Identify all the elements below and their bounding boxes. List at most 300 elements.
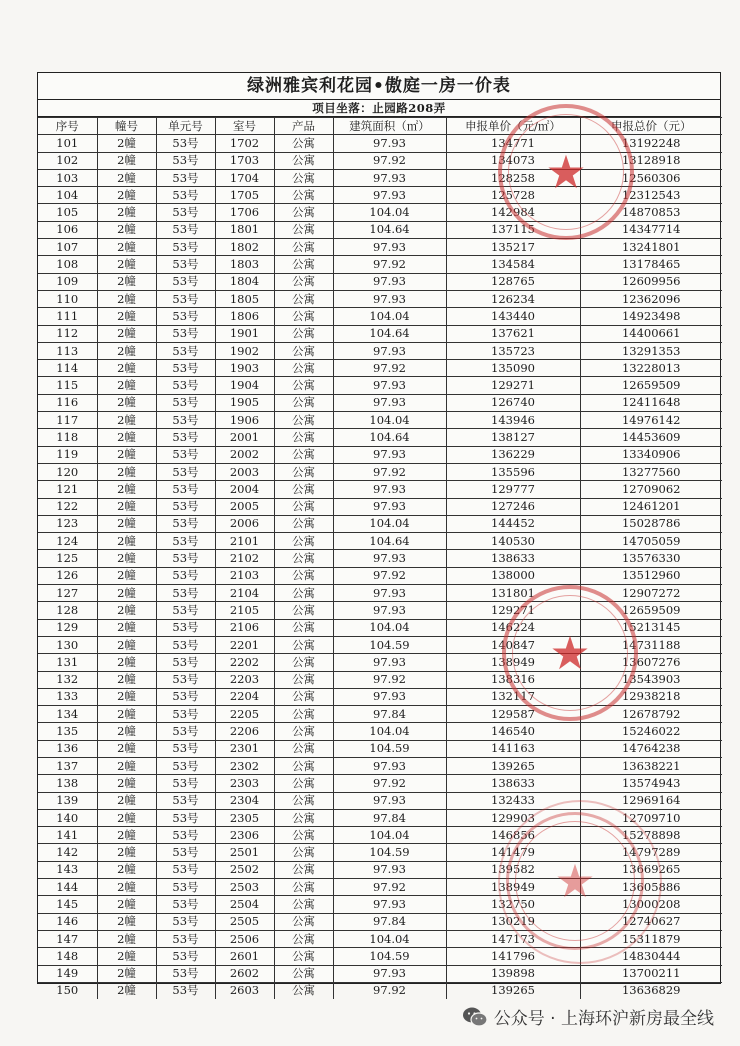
- cell-room: 1904: [215, 377, 274, 394]
- cell-total-price: 12461201: [580, 498, 722, 515]
- cell-unit-price: 131801: [446, 585, 580, 602]
- cell-index: 109: [38, 273, 97, 290]
- cell-unit-price: 138633: [446, 550, 580, 567]
- price-table: [38, 117, 722, 999]
- cell-product: 公寓: [274, 135, 333, 152]
- cell-building: 2幢: [97, 204, 156, 221]
- star-icon: ★: [554, 854, 596, 908]
- cell-product: 公寓: [274, 671, 333, 688]
- cell-product: 公寓: [274, 290, 333, 307]
- cell-unit-price: 140847: [446, 636, 580, 653]
- cell-building: 2幢: [97, 740, 156, 757]
- cell-unit-price: 146856: [446, 827, 580, 844]
- cell-product: 公寓: [274, 844, 333, 861]
- cell-index: 145: [38, 896, 97, 913]
- cell-index: 116: [38, 394, 97, 411]
- cell-building: 2幢: [97, 688, 156, 705]
- cell-room: 2201: [215, 636, 274, 653]
- cell-unit: 53号: [156, 273, 215, 290]
- cell-unit: 53号: [156, 533, 215, 550]
- cell-total-price: 13636829: [580, 982, 722, 999]
- cell-room: 2205: [215, 706, 274, 723]
- table-row: [38, 792, 722, 809]
- cell-unit: 53号: [156, 723, 215, 740]
- cell-area: 97.84: [333, 913, 446, 930]
- cell-area: 97.93: [333, 135, 446, 152]
- cell-product: 公寓: [274, 636, 333, 653]
- cell-unit: 53号: [156, 325, 215, 342]
- cell-area: 104.59: [333, 740, 446, 757]
- cell-area: 97.93: [333, 896, 446, 913]
- cell-total-price: 13192248: [580, 135, 722, 152]
- table-row: [38, 948, 722, 965]
- cell-total-price: 12659509: [580, 602, 722, 619]
- cell-total-price: 12969164: [580, 792, 722, 809]
- cell-product: 公寓: [274, 498, 333, 515]
- cell-building: 2幢: [97, 256, 156, 273]
- cell-room: 1802: [215, 239, 274, 256]
- cell-product: 公寓: [274, 913, 333, 930]
- table-row: [38, 533, 722, 550]
- cell-area: 104.04: [333, 723, 446, 740]
- table-row: [38, 844, 722, 861]
- table-row: [38, 342, 722, 359]
- cell-index: 138: [38, 775, 97, 792]
- table-row: [38, 913, 722, 930]
- cell-index: 146: [38, 913, 97, 930]
- cell-index: 112: [38, 325, 97, 342]
- cell-index: 123: [38, 515, 97, 532]
- cell-product: 公寓: [274, 706, 333, 723]
- cell-area: 97.93: [333, 965, 446, 982]
- cell-unit: 53号: [156, 948, 215, 965]
- cell-total-price: 14797289: [580, 844, 722, 861]
- column-header: 幢号: [97, 118, 156, 135]
- cell-building: 2幢: [97, 948, 156, 965]
- cell-unit-price: 143946: [446, 412, 580, 429]
- cell-unit: 53号: [156, 463, 215, 480]
- cell-building: 2幢: [97, 775, 156, 792]
- cell-total-price: 12609956: [580, 273, 722, 290]
- table-header-row: [38, 118, 722, 135]
- cell-area: 97.93: [333, 394, 446, 411]
- cell-unit-price: 129271: [446, 377, 580, 394]
- cell-total-price: 13128918: [580, 152, 722, 169]
- cell-product: 公寓: [274, 861, 333, 878]
- cell-area: 97.93: [333, 757, 446, 774]
- table-row: [38, 325, 722, 342]
- cell-total-price: 13178465: [580, 256, 722, 273]
- cell-area: 97.93: [333, 169, 446, 186]
- table-row: [38, 757, 722, 774]
- cell-product: 公寓: [274, 602, 333, 619]
- cell-index: 127: [38, 585, 97, 602]
- cell-unit-price: 129587: [446, 706, 580, 723]
- cell-index: 104: [38, 187, 97, 204]
- cell-building: 2幢: [97, 135, 156, 152]
- cell-unit-price: 138127: [446, 429, 580, 446]
- cell-unit-price: 141796: [446, 948, 580, 965]
- cell-unit: 53号: [156, 706, 215, 723]
- cell-area: 97.92: [333, 879, 446, 896]
- table-row: [38, 861, 722, 878]
- cell-unit: 53号: [156, 169, 215, 186]
- cell-unit-price: 132433: [446, 792, 580, 809]
- cell-index: 130: [38, 636, 97, 653]
- cell-total-price: 12907272: [580, 585, 722, 602]
- cell-unit-price: 138633: [446, 775, 580, 792]
- cell-building: 2幢: [97, 481, 156, 498]
- cell-area: 104.04: [333, 204, 446, 221]
- wechat-icon: [462, 1006, 488, 1028]
- cell-room: 2001: [215, 429, 274, 446]
- cell-room: 2602: [215, 965, 274, 982]
- cell-building: 2幢: [97, 982, 156, 999]
- cell-product: 公寓: [274, 360, 333, 377]
- table-row: [38, 169, 722, 186]
- cell-index: 143: [38, 861, 97, 878]
- cell-area: 104.04: [333, 930, 446, 947]
- cell-unit: 53号: [156, 775, 215, 792]
- cell-index: 121: [38, 481, 97, 498]
- cell-total-price: 13241801: [580, 239, 722, 256]
- cell-index: 139: [38, 792, 97, 809]
- cell-product: 公寓: [274, 515, 333, 532]
- cell-product: 公寓: [274, 982, 333, 999]
- cell-product: 公寓: [274, 809, 333, 826]
- cell-unit-price: 142984: [446, 204, 580, 221]
- cell-index: 106: [38, 221, 97, 238]
- cell-unit-price: 134073: [446, 152, 580, 169]
- table-row: [38, 723, 722, 740]
- cell-product: 公寓: [274, 412, 333, 429]
- cell-area: 104.59: [333, 636, 446, 653]
- cell-room: 2502: [215, 861, 274, 878]
- cell-unit: 53号: [156, 896, 215, 913]
- table-row: [38, 412, 722, 429]
- cell-building: 2幢: [97, 930, 156, 947]
- table-row: [38, 879, 722, 896]
- cell-total-price: 15028786: [580, 515, 722, 532]
- column-header: 序号: [38, 118, 97, 135]
- cell-area: 104.04: [333, 619, 446, 636]
- cell-room: 1801: [215, 221, 274, 238]
- table-row: [38, 290, 722, 307]
- cell-area: 104.64: [333, 221, 446, 238]
- cell-area: 97.93: [333, 481, 446, 498]
- cell-room: 2506: [215, 930, 274, 947]
- table-row: [38, 965, 722, 982]
- cell-building: 2幢: [97, 965, 156, 982]
- cell-unit: 53号: [156, 308, 215, 325]
- cell-product: 公寓: [274, 204, 333, 221]
- table-row: [38, 239, 722, 256]
- cell-unit: 53号: [156, 827, 215, 844]
- cell-room: 2303: [215, 775, 274, 792]
- cell-unit: 53号: [156, 135, 215, 152]
- cell-area: 104.64: [333, 325, 446, 342]
- cell-index: 118: [38, 429, 97, 446]
- cell-product: 公寓: [274, 446, 333, 463]
- cell-building: 2幢: [97, 342, 156, 359]
- cell-unit-price: 139898: [446, 965, 580, 982]
- cell-building: 2幢: [97, 325, 156, 342]
- cell-unit: 53号: [156, 377, 215, 394]
- cell-index: 136: [38, 740, 97, 757]
- cell-total-price: 15311879: [580, 930, 722, 947]
- cell-unit-price: 147173: [446, 930, 580, 947]
- cell-room: 1804: [215, 273, 274, 290]
- cell-area: 104.04: [333, 308, 446, 325]
- cell-product: 公寓: [274, 239, 333, 256]
- cell-total-price: 13512960: [580, 567, 722, 584]
- table-row: [38, 896, 722, 913]
- cell-total-price: 13340906: [580, 446, 722, 463]
- table-row: [38, 429, 722, 446]
- cell-index: 107: [38, 239, 97, 256]
- cell-total-price: 12938218: [580, 688, 722, 705]
- cell-room: 2206: [215, 723, 274, 740]
- cell-room: 2305: [215, 809, 274, 826]
- cell-room: 2601: [215, 948, 274, 965]
- table-row: [38, 135, 722, 152]
- project-location: 项目坐落：止园路208弄: [38, 100, 720, 117]
- cell-unit-price: 146224: [446, 619, 580, 636]
- cell-product: 公寓: [274, 740, 333, 757]
- cell-building: 2幢: [97, 879, 156, 896]
- cell-total-price: 13576330: [580, 550, 722, 567]
- cell-unit: 53号: [156, 446, 215, 463]
- cell-room: 2003: [215, 463, 274, 480]
- cell-unit-price: 139265: [446, 982, 580, 999]
- cell-building: 2幢: [97, 360, 156, 377]
- cell-product: 公寓: [274, 619, 333, 636]
- cell-product: 公寓: [274, 792, 333, 809]
- cell-area: 97.93: [333, 377, 446, 394]
- cell-total-price: 12709710: [580, 809, 722, 826]
- table-row: [38, 585, 722, 602]
- cell-index: 141: [38, 827, 97, 844]
- cell-unit-price: 132117: [446, 688, 580, 705]
- table-row: [38, 827, 722, 844]
- column-header: 产品: [274, 118, 333, 135]
- cell-unit-price: 135090: [446, 360, 580, 377]
- cell-building: 2幢: [97, 706, 156, 723]
- cell-building: 2幢: [97, 757, 156, 774]
- table-row: [38, 152, 722, 169]
- cell-unit-price: 138316: [446, 671, 580, 688]
- cell-product: 公寓: [274, 896, 333, 913]
- table-row: [38, 481, 722, 498]
- cell-index: 124: [38, 533, 97, 550]
- cell-room: 2002: [215, 446, 274, 463]
- table-row: [38, 982, 722, 999]
- cell-index: 122: [38, 498, 97, 515]
- watermark: [462, 1004, 714, 1029]
- cell-index: 140: [38, 809, 97, 826]
- table-row: [38, 377, 722, 394]
- cell-area: 97.84: [333, 809, 446, 826]
- cell-total-price: 12678792: [580, 706, 722, 723]
- cell-product: 公寓: [274, 550, 333, 567]
- cell-unit-price: 128258: [446, 169, 580, 186]
- cell-index: 133: [38, 688, 97, 705]
- cell-area: 97.93: [333, 273, 446, 290]
- cell-unit: 53号: [156, 619, 215, 636]
- cell-unit: 53号: [156, 394, 215, 411]
- cell-room: 1906: [215, 412, 274, 429]
- table-row: [38, 740, 722, 757]
- cell-index: 132: [38, 671, 97, 688]
- cell-room: 2005: [215, 498, 274, 515]
- table-row: [38, 706, 722, 723]
- cell-area: 97.92: [333, 567, 446, 584]
- cell-room: 2004: [215, 481, 274, 498]
- cell-unit-price: 137115: [446, 221, 580, 238]
- cell-unit: 53号: [156, 740, 215, 757]
- table-row: [38, 187, 722, 204]
- column-header: 建筑面积（㎡）: [333, 118, 446, 135]
- cell-area: 97.93: [333, 498, 446, 515]
- cell-area: 97.93: [333, 861, 446, 878]
- cell-product: 公寓: [274, 688, 333, 705]
- cell-total-price: 14976142: [580, 412, 722, 429]
- cell-unit: 53号: [156, 152, 215, 169]
- cell-room: 2603: [215, 982, 274, 999]
- cell-building: 2幢: [97, 498, 156, 515]
- cell-total-price: 13277560: [580, 463, 722, 480]
- cell-room: 2106: [215, 619, 274, 636]
- cell-unit: 53号: [156, 585, 215, 602]
- cell-area: 104.59: [333, 948, 446, 965]
- cell-unit: 53号: [156, 412, 215, 429]
- cell-total-price: 14400661: [580, 325, 722, 342]
- cell-room: 1803: [215, 256, 274, 273]
- cell-total-price: 14923498: [580, 308, 722, 325]
- cell-unit-price: 127246: [446, 498, 580, 515]
- cell-room: 2504: [215, 896, 274, 913]
- cell-product: 公寓: [274, 481, 333, 498]
- cell-building: 2幢: [97, 567, 156, 584]
- cell-unit: 53号: [156, 187, 215, 204]
- cell-product: 公寓: [274, 187, 333, 204]
- cell-product: 公寓: [274, 221, 333, 238]
- cell-area: 97.92: [333, 463, 446, 480]
- cell-area: 97.93: [333, 654, 446, 671]
- cell-index: 149: [38, 965, 97, 982]
- cell-unit-price: 138000: [446, 567, 580, 584]
- cell-unit-price: 136229: [446, 446, 580, 463]
- cell-product: 公寓: [274, 308, 333, 325]
- cell-product: 公寓: [274, 377, 333, 394]
- cell-index: 129: [38, 619, 97, 636]
- cell-total-price: 13291353: [580, 342, 722, 359]
- cell-area: 97.93: [333, 792, 446, 809]
- cell-unit-price: 143440: [446, 308, 580, 325]
- cell-product: 公寓: [274, 567, 333, 584]
- cell-area: 97.93: [333, 187, 446, 204]
- cell-unit-price: 135596: [446, 463, 580, 480]
- cell-room: 1704: [215, 169, 274, 186]
- cell-unit-price: 129271: [446, 602, 580, 619]
- cell-unit-price: 129777: [446, 481, 580, 498]
- cell-area: 97.92: [333, 982, 446, 999]
- cell-product: 公寓: [274, 394, 333, 411]
- cell-unit-price: 141479: [446, 844, 580, 861]
- cell-room: 2105: [215, 602, 274, 619]
- cell-area: 97.92: [333, 152, 446, 169]
- cell-product: 公寓: [274, 775, 333, 792]
- cell-product: 公寓: [274, 152, 333, 169]
- cell-building: 2幢: [97, 221, 156, 238]
- cell-total-price: 14347714: [580, 221, 722, 238]
- price-list-sheet: [37, 72, 721, 998]
- cell-product: 公寓: [274, 827, 333, 844]
- table-row: [38, 221, 722, 238]
- cell-index: 137: [38, 757, 97, 774]
- cell-total-price: 15213145: [580, 619, 722, 636]
- cell-unit-price: 137621: [446, 325, 580, 342]
- cell-index: 110: [38, 290, 97, 307]
- cell-total-price: 12362096: [580, 290, 722, 307]
- cell-area: 104.64: [333, 533, 446, 550]
- column-header: 单元号: [156, 118, 215, 135]
- cell-index: 134: [38, 706, 97, 723]
- cell-product: 公寓: [274, 533, 333, 550]
- cell-area: 104.64: [333, 429, 446, 446]
- cell-total-price: 14705059: [580, 533, 722, 550]
- cell-building: 2幢: [97, 515, 156, 532]
- document-title: 绿洲雅宾利花园•傲庭一房一价表: [38, 73, 720, 100]
- cell-area: 97.92: [333, 360, 446, 377]
- table-row: [38, 550, 722, 567]
- column-header: 室号: [215, 118, 274, 135]
- table-row: [38, 602, 722, 619]
- cell-building: 2幢: [97, 913, 156, 930]
- cell-building: 2幢: [97, 187, 156, 204]
- cell-unit: 53号: [156, 757, 215, 774]
- cell-unit: 53号: [156, 879, 215, 896]
- cell-building: 2幢: [97, 861, 156, 878]
- cell-total-price: 15246022: [580, 723, 722, 740]
- cell-product: 公寓: [274, 965, 333, 982]
- column-header: 申报单价（元/㎡）: [446, 118, 580, 135]
- cell-area: 97.93: [333, 688, 446, 705]
- cell-unit: 53号: [156, 567, 215, 584]
- cell-product: 公寓: [274, 585, 333, 602]
- cell-total-price: 14731188: [580, 636, 722, 653]
- cell-unit: 53号: [156, 654, 215, 671]
- cell-index: 117: [38, 412, 97, 429]
- table-row: [38, 360, 722, 377]
- cell-area: 104.04: [333, 515, 446, 532]
- cell-index: 119: [38, 446, 97, 463]
- table-row: [38, 308, 722, 325]
- cell-area: 97.93: [333, 602, 446, 619]
- table-row: [38, 671, 722, 688]
- cell-product: 公寓: [274, 463, 333, 480]
- cell-index: 142: [38, 844, 97, 861]
- table-row: [38, 930, 722, 947]
- cell-product: 公寓: [274, 342, 333, 359]
- cell-building: 2幢: [97, 290, 156, 307]
- cell-building: 2幢: [97, 792, 156, 809]
- cell-index: 114: [38, 360, 97, 377]
- cell-unit: 53号: [156, 861, 215, 878]
- cell-product: 公寓: [274, 757, 333, 774]
- cell-unit: 53号: [156, 429, 215, 446]
- cell-building: 2幢: [97, 446, 156, 463]
